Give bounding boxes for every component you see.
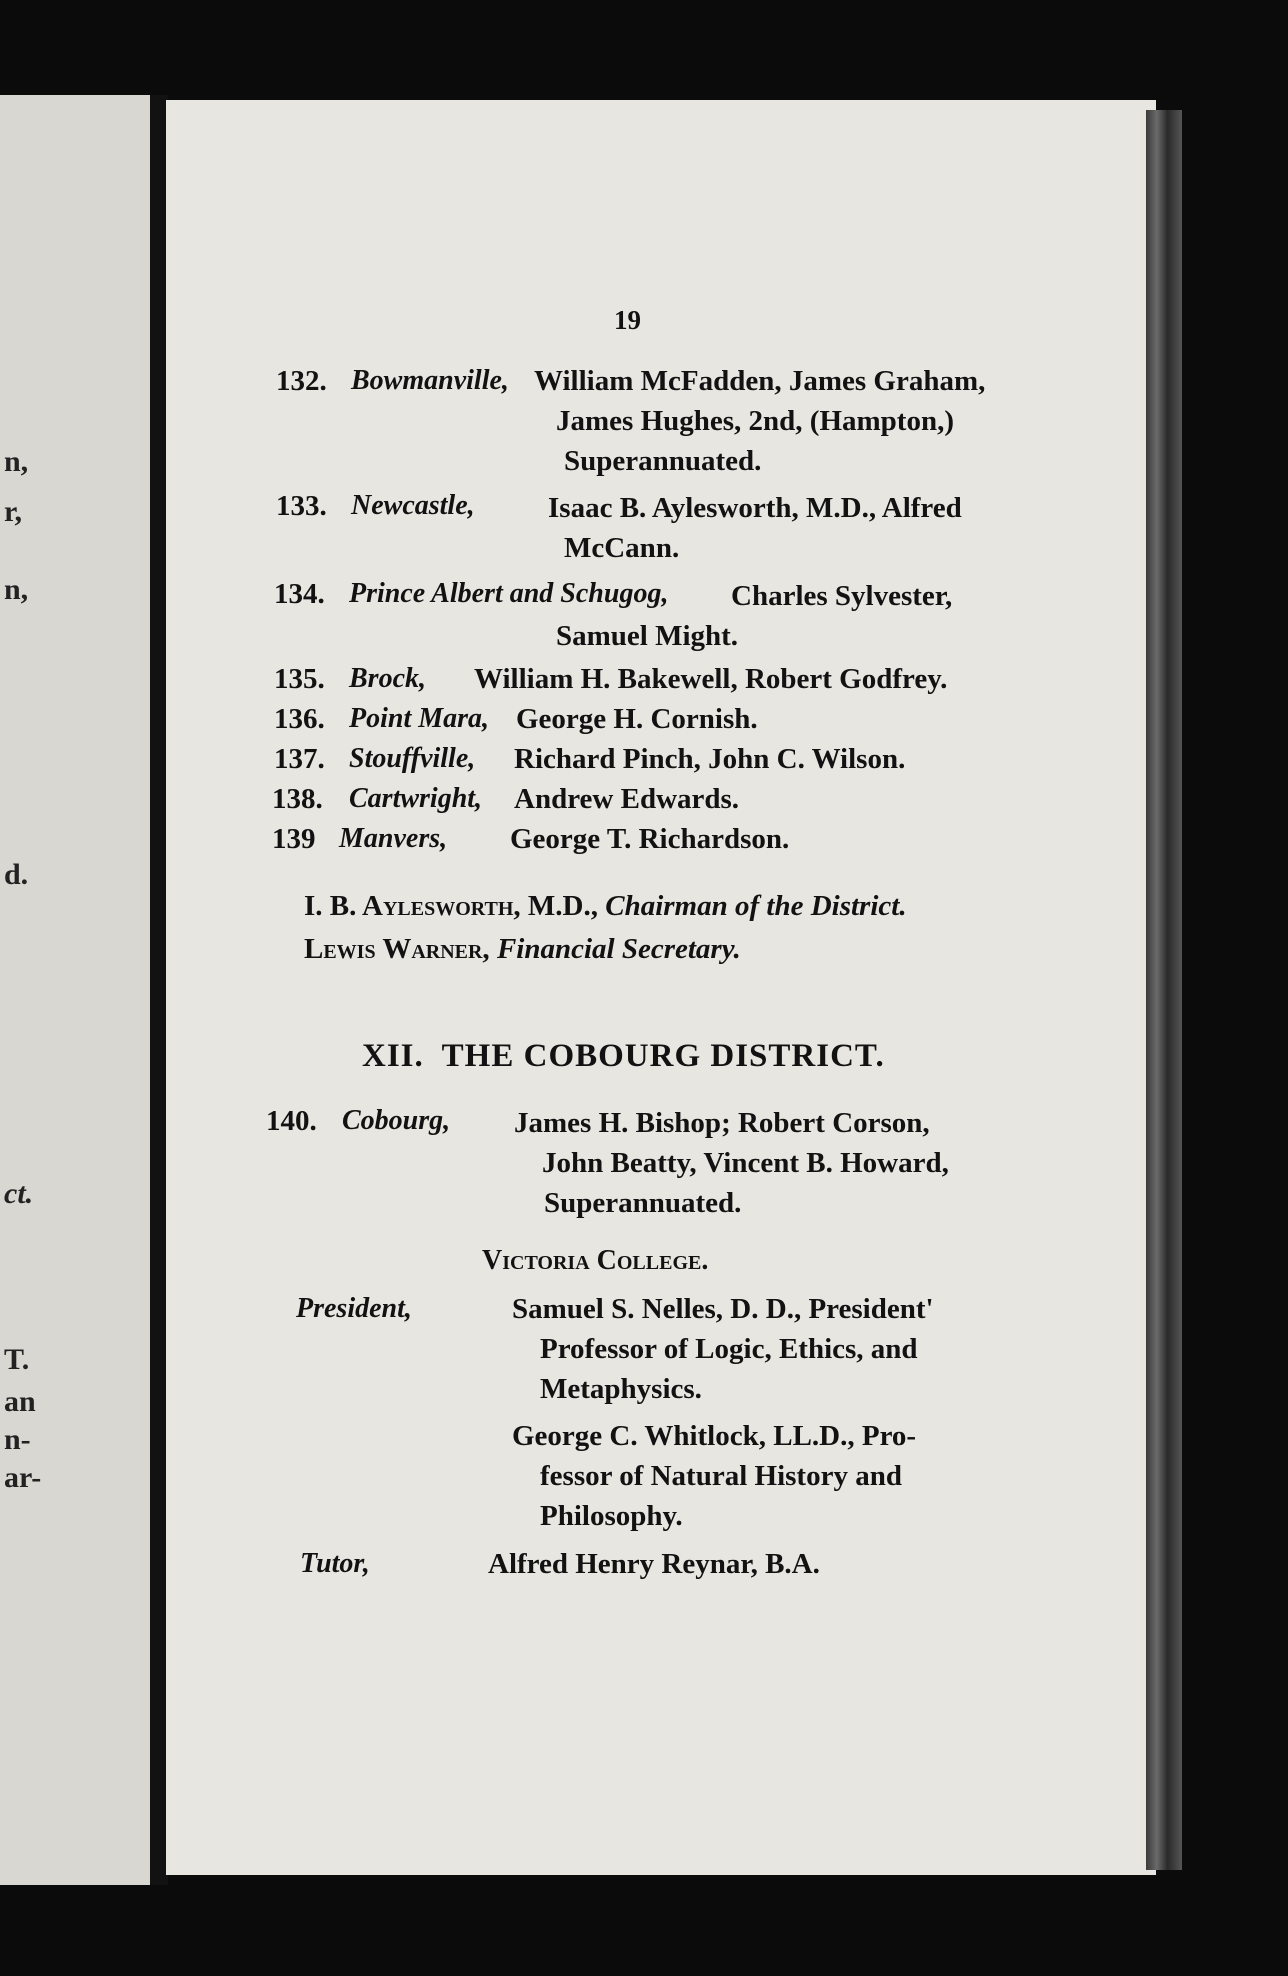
president-line: Metaphysics. [540,1373,702,1405]
facing-page-text: n- [4,1423,31,1456]
facing-page-text: r, [4,495,23,528]
entry-names: George T. Richardson. [510,823,790,855]
entry-number: 138. [272,783,323,815]
facing-page-text: n, [4,445,29,478]
president-label: President, [296,1293,412,1324]
entry-names: McCann. [564,532,680,564]
officer-role: Chairman of the District. [605,890,907,922]
entry-names: James H. Bishop; Robert Corson, [514,1107,930,1139]
entry-number: 132. [276,365,327,397]
entry-place: Bowmanville, [351,365,509,396]
entry-number: 139 [272,823,316,855]
entry-names: James Hughes, 2nd, (Hampton,) [556,405,954,437]
professor-line: George C. Whitlock, LL.D., Pro- [512,1420,917,1452]
tutor-label: Tutor, [300,1548,370,1579]
officer-name: Lewis Warner, [304,933,490,965]
entry-place: Prince Albert and Schugog, [349,578,669,609]
officer-name: I. B. Aylesworth, M.D., [304,890,598,922]
entry-place: Stouffville, [349,743,476,774]
district-heading: XII. THE COBOURG DISTRICT. [362,1038,885,1074]
facing-page-text: d. [4,858,29,891]
facing-page-text: T. [4,1343,30,1376]
professor-line: Philosophy. [540,1500,683,1532]
entry-place: Cobourg, [342,1105,451,1136]
entry-place: Brock, [349,663,426,694]
entry-names: Samuel Might. [556,620,739,652]
facing-page-fragment [0,95,152,1885]
page [166,100,1156,1875]
entry-place: Manvers, [339,823,448,854]
page-edge [1146,110,1182,1870]
facing-page-text: ar- [4,1461,42,1494]
entry-names: William H. Bakewell, Robert Godfrey. [474,663,948,695]
entry-place: Cartwright, [349,783,483,814]
officer-line [304,890,907,923]
entry-number: 135. [274,663,325,695]
college-title: Victoria College. [482,1245,709,1276]
entry-names: Richard Pinch, John C. Wilson. [514,743,906,775]
entry-names: Superannuated. [564,445,762,477]
facing-page-text: n, [4,573,29,606]
entry-names: Superannuated. [544,1187,742,1219]
entry-names: William McFadden, James Graham, [534,365,986,397]
entry-names: Andrew Edwards. [514,783,740,815]
tutor-name: Alfred Henry Reynar, B.A. [488,1548,820,1580]
entry-names: Charles Sylvester, [731,580,953,612]
entry-names: John Beatty, Vincent B. Howard, [542,1147,949,1179]
facing-page-text: ct. [4,1177,34,1210]
officer-role: Financial Secretary. [496,933,741,965]
entry-number: 136. [274,703,325,735]
entry-place: Newcastle, [351,490,475,521]
entry-number: 140. [266,1105,317,1137]
president-line: Professor of Logic, Ethics, and [540,1333,918,1365]
professor-line: fessor of Natural History and [540,1460,902,1492]
entry-number: 133. [276,490,327,522]
entry-names: Isaac B. Aylesworth, M.D., Alfred [548,492,962,524]
officer-line [304,933,741,966]
president-line: Samuel S. Nelles, D. D., President' [512,1293,934,1325]
page-number: 19 [614,305,641,335]
entry-number: 134. [274,578,325,610]
entry-number: 137. [274,743,325,775]
facing-page-text: an [4,1385,36,1418]
entry-place: Point Mara, [349,703,490,734]
entry-names: George H. Cornish. [516,703,758,735]
